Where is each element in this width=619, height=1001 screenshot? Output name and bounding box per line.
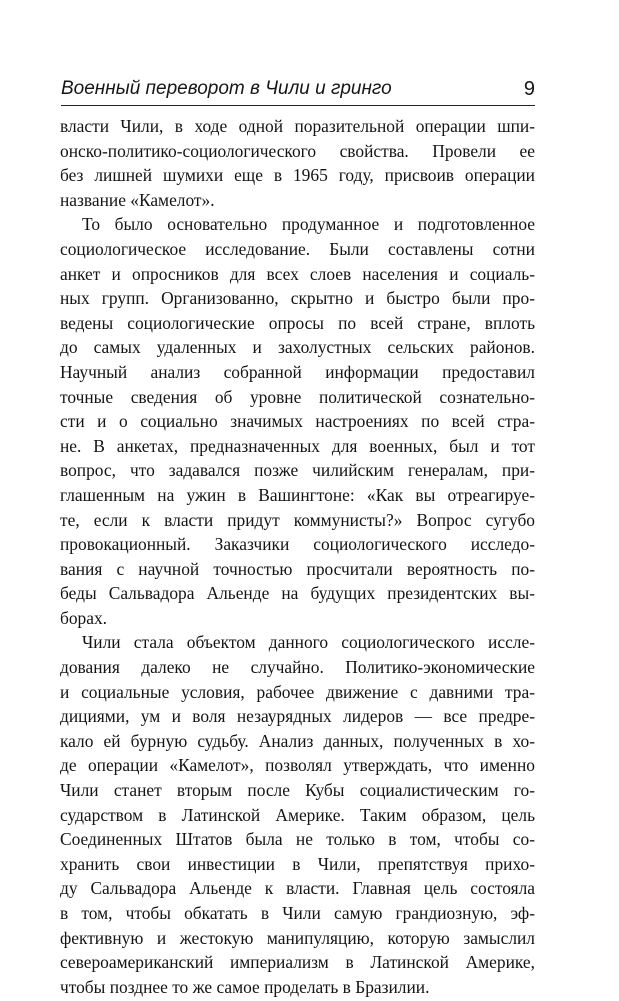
text-line: вопрос, что задавался позже чилийским генералам, при- bbox=[60, 460, 535, 481]
text-line: беды Сальвадора Альенде на будущих президентских вы- bbox=[60, 583, 535, 604]
text-line: сти и о социально значимых настроениях по всей стра- bbox=[60, 411, 535, 432]
text-line: Чили стала объектом данного социологического иссле- bbox=[82, 632, 535, 653]
text-line: Чили станет вторым после Кубы социалистическим го- bbox=[60, 780, 535, 801]
text-line: и социальные условия, рабочее движение с давними тра- bbox=[60, 681, 535, 702]
text-line: онско-политико-социологического свойства. Провели ее bbox=[60, 140, 535, 161]
text-line: Соединенных Штатов была не только в том, чтобы со- bbox=[60, 829, 535, 850]
text-line: хранить свои инвестиции в Чили, препятствуя прихо- bbox=[60, 853, 535, 874]
text-line: То было основательно продуманное и подготовленное bbox=[82, 214, 535, 235]
paragraph bbox=[60, 212, 535, 630]
paragraph bbox=[60, 114, 535, 212]
text-line: фективную и жестокую манипуляцию, которую замыслил bbox=[60, 927, 535, 948]
text-line: социологическое исследование. Были составлены сотни bbox=[60, 238, 535, 259]
text-line: Научный анализ собранной информации предоставил bbox=[60, 361, 535, 382]
text-line: не. В анкетах, предназначенных для военных, был и тот bbox=[60, 435, 535, 456]
text-line: те, если к власти придут коммунисты?» Вопрос сугубо bbox=[60, 509, 535, 530]
text-line: борах. bbox=[60, 607, 108, 628]
page-header bbox=[61, 77, 535, 101]
text-line: де операции «Камелот», позволял утверждать, что именно bbox=[60, 755, 535, 776]
text-line: провокационный. Заказчики социологического исследо- bbox=[60, 534, 535, 555]
text-line: анкет и опросников для всех слоев населения и социаль- bbox=[60, 263, 535, 284]
text-line: глашенным на ужин в Вашингтоне: «Как вы отреагируе- bbox=[60, 484, 535, 505]
text-line: власти Чили, в ходе одной поразительной операции шпи- bbox=[60, 116, 535, 136]
text-line: чтобы позднее то же самое проделать в Бразилии. bbox=[60, 976, 430, 997]
text-line: без лишней шумихи еще в 1965 году, присвоив операции bbox=[60, 165, 535, 186]
page-number: 9 bbox=[523, 78, 535, 100]
text-line: североамериканский империализм в Латинской Америке, bbox=[60, 952, 535, 973]
text-line: вания с научной точностью просчитали вероятность по- bbox=[60, 558, 535, 579]
text-line: точные сведения об уровне политической сознательно- bbox=[60, 386, 535, 407]
text-line: до самых удаленных и захолустных сельских районов. bbox=[60, 337, 535, 358]
text-line: ду Сальвадора Альенде к власти. Главная цель состояла bbox=[60, 878, 535, 899]
body-text bbox=[60, 114, 535, 999]
text-line: ведены социологические опросы по всей стране, вплоть bbox=[60, 312, 535, 333]
text-line: в том, чтобы обкатать в Чили самую грандиозную, эф- bbox=[60, 903, 535, 923]
text-line: ных групп. Организованно, скрытно и быстро были про- bbox=[60, 288, 535, 309]
running-title: Военный переворот в Чили и гринго bbox=[61, 78, 392, 99]
header-rule bbox=[61, 105, 535, 106]
text-line: название «Камелот». bbox=[60, 189, 215, 210]
paragraph bbox=[60, 630, 535, 999]
text-line: дования далеко не случайно. Политико-экономические bbox=[60, 657, 535, 678]
text-line: сударством в Латинской Америке. Таким образом, цель bbox=[60, 804, 535, 825]
text-line: кало ей бурную судьбу. Анализ данных, полученных в хо- bbox=[60, 730, 535, 751]
text-line: дициями, ум и воля незаурядных лидеров — все предре- bbox=[60, 706, 535, 727]
